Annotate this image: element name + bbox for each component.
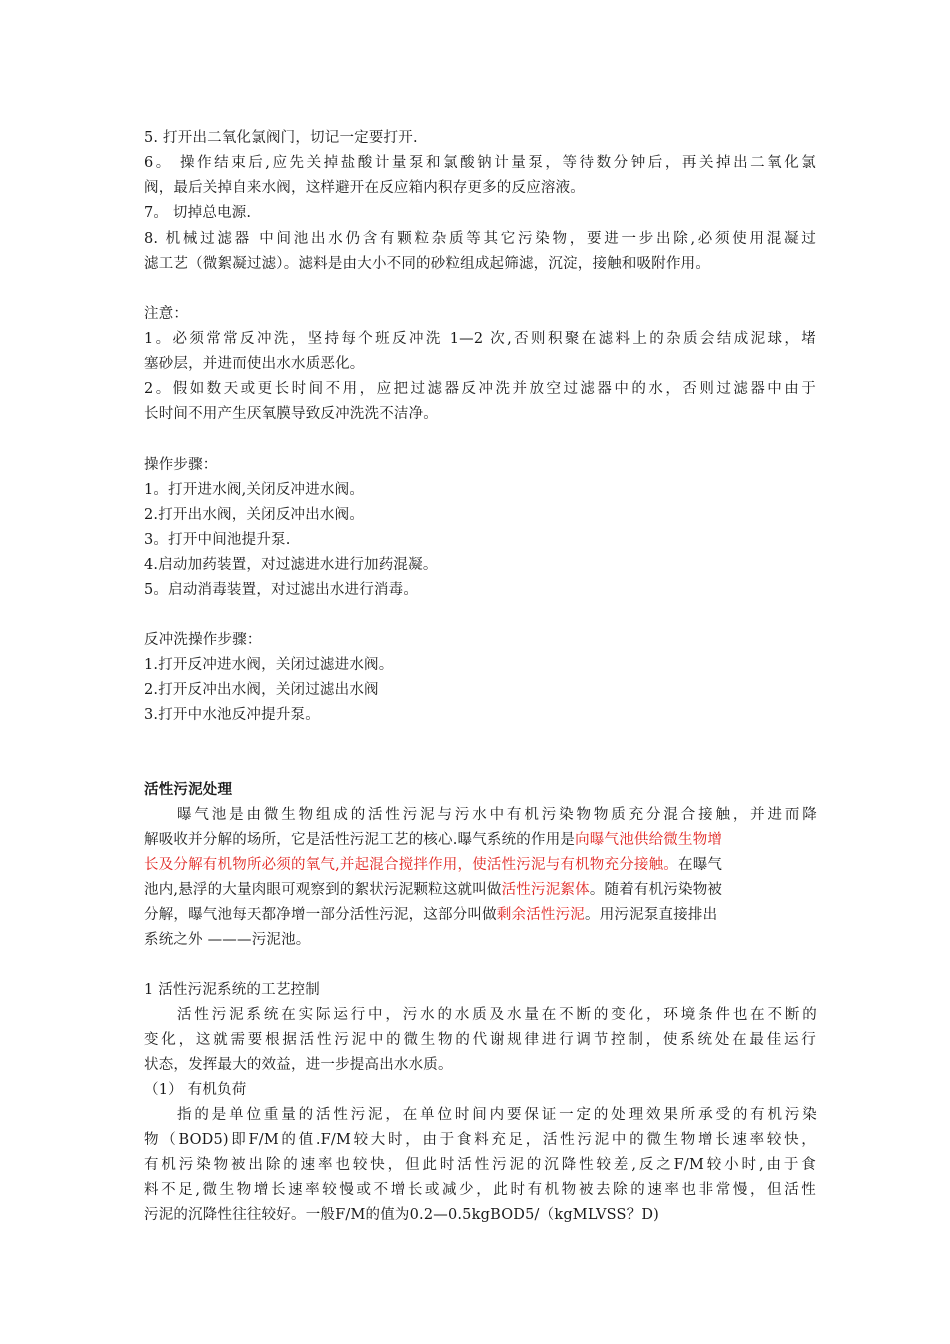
text-run: 分解，曝气池每天都净增一部分活性污泥，这部分叫做 bbox=[144, 907, 497, 923]
sludge-paragraph-line: 系统之外 ———污泥池。 bbox=[144, 932, 311, 948]
subsection-title: 1 活性污泥系统的工艺控制 bbox=[144, 982, 320, 998]
sludge-paragraph-line: 曝气池是由微生物组成的活性污泥与污水中有机污染物物质充分混合接触，并进而降 bbox=[177, 807, 817, 823]
highlight-text: 活性污泥絮体 bbox=[501, 882, 590, 898]
step-6-cont: 阀，最后关掉自来水阀，这样避开在反应箱内积存更多的反应溶液。 bbox=[144, 180, 585, 196]
text-run: 。随着有机污染物被 bbox=[589, 882, 723, 898]
operation-step: 2.打开出水阀，关闭反冲出水阀。 bbox=[144, 507, 365, 523]
notice-line: 2。假如数天或更长时间不用，应把过滤器反冲洗并放空过滤器中的水，否则过滤器中由于 bbox=[144, 381, 816, 397]
text-run: 在曝气 bbox=[678, 857, 723, 873]
control-paragraph-line: 变化，这就需要根据活性污泥中的微生物的代谢规律进行调节控制，使系统处在最佳运行 bbox=[144, 1032, 816, 1048]
backwash-step: 2.打开反冲出水阀，关闭过滤出水阀 bbox=[144, 682, 379, 698]
notice-title: 注意： bbox=[144, 306, 189, 322]
backwash-title: 反冲洗操作步骤： bbox=[144, 632, 262, 648]
text-run: 。用污泥泵直接排出 bbox=[585, 907, 718, 923]
operation-step: 5。启动消毒装置，对过滤出水进行消毒。 bbox=[144, 582, 419, 598]
load-paragraph-line: 有机污染物被出除的速率也较快，但此时活性污泥的沉降性较差,反之F/M较小时,由于食 bbox=[144, 1157, 816, 1173]
notice-line: 1。必须常常反冲洗，坚持每个班反冲洗 1—2 次,否则积聚在滤料上的杂质会结成泥球，堵 bbox=[144, 331, 816, 347]
control-paragraph-line: 活性污泥系统在实际运行中，污水的水质及水量在不断的变化，环境条件也在不断的 bbox=[177, 1007, 817, 1023]
notice-line: 长时间不用产生厌氧膜导致反冲洗洗不洁净。 bbox=[144, 406, 438, 422]
highlight-text: 剩余活性污泥 bbox=[496, 907, 586, 923]
backwash-step: 3.打开中水池反冲提升泵。 bbox=[144, 707, 320, 723]
operation-step: 4.启动加药装置，对过滤进水进行加药混凝。 bbox=[144, 557, 438, 573]
load-paragraph-line: 物（BOD5)即F/M的值.F/M较大时，由于食料充足，活性污泥中的微生物增长速率较快， bbox=[144, 1132, 816, 1148]
text-run: 池内,悬浮的大量肉眼可观察到的絮状污泥颗粒这就叫做 bbox=[144, 882, 502, 898]
operation-title: 操作步骤： bbox=[144, 457, 218, 473]
control-paragraph-line: 状态，发挥最大的效益，进一步提高出水水质。 bbox=[144, 1057, 453, 1073]
highlight-text: 向曝气池供给微生物增 bbox=[575, 832, 723, 848]
step-5: 5. 打开出二氧化氯阀门，切记一定要打开. bbox=[144, 130, 418, 146]
text-run: 解吸收并分解的场所，它是活性污泥工艺的核心.曝气系统的作用是 bbox=[144, 832, 576, 848]
operation-step: 3。打开中间池提升泵. bbox=[144, 532, 291, 548]
load-paragraph-line: 料不足,微生物增长速率较慢或不增长或减少，此时有机物被去除的速率也非常慢，但活性 bbox=[144, 1182, 816, 1198]
step-8-cont: 滤工艺（微絮凝过滤）。滤料是由大小不同的砂粒组成起筛滤，沉淀，接触和吸附作用。 bbox=[144, 256, 711, 272]
notice-line: 塞砂层，并进而使出水水质恶化。 bbox=[144, 356, 365, 372]
step-7: 7。 切掉总电源. bbox=[144, 205, 252, 221]
sludge-paragraph-line bbox=[144, 853, 816, 877]
highlight-text: 长及分解有机物所必须的氧气,并起混合搅拌作用，使活性污泥与有机物充分接触。 bbox=[144, 857, 679, 873]
load-paragraph-line: 指的是单位重量的活性污泥，在单位时间内要保证一定的处理效果所承受的有机污染 bbox=[177, 1107, 817, 1123]
section-heading: 活性污泥处理 bbox=[144, 782, 233, 798]
sludge-paragraph-line bbox=[144, 903, 816, 927]
operation-step: 1。打开进水阀,关闭反冲进水阀。 bbox=[144, 482, 365, 498]
sludge-paragraph-line bbox=[144, 828, 816, 852]
subsub-title: （1） 有机负荷 bbox=[144, 1082, 247, 1098]
load-paragraph-line: 污泥的沉降性往往较好。一般F/M的值为0.2—0.5kgBOD5/（kgMLVSS？D) bbox=[144, 1207, 660, 1223]
step-8: 8. 机械过滤器 中间池出水仍含有颗粒杂质等其它污染物，要进一步出除,必须使用混凝过 bbox=[144, 231, 816, 247]
backwash-step: 1.打开反冲进水阀，关闭过滤进水阀。 bbox=[144, 657, 394, 673]
sludge-paragraph-line bbox=[144, 878, 816, 902]
step-6: 6。 操作结束后,应先关掉盐酸计量泵和氯酸钠计量泵，等待数分钟后，再关掉出二氧化氯 bbox=[144, 155, 816, 171]
